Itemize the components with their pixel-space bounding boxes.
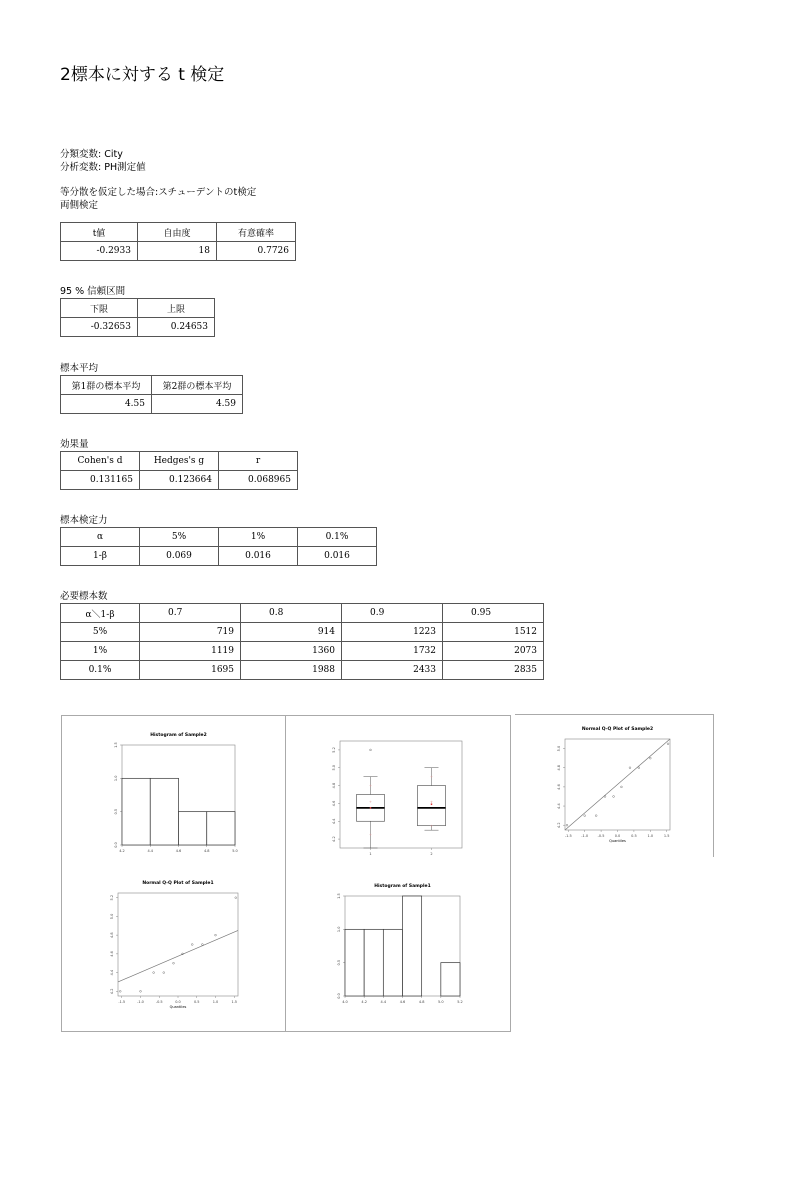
y-tick-label: 5.2 [332,747,336,753]
y-tick-label: 0.5 [114,808,118,815]
x-tick-label: 1.5 [663,834,670,838]
table-header: 0.7 [140,604,241,623]
histogram-bar [364,929,383,996]
chart-title: Histogram of Sample2 [150,733,207,738]
x-tick-label: -1.0 [581,834,589,838]
table-row [61,395,243,414]
y-tick-label: 5.0 [557,745,561,752]
qq-point [667,743,669,745]
qq-point [629,767,631,769]
histogram-bar [207,812,235,845]
ttest-table [60,222,296,261]
table-cell: 0.123664 [140,471,219,490]
method-description: 等分散を仮定した場合:スチューデントのt検定 [60,187,257,198]
qq-point [613,796,615,798]
box-body [417,786,445,826]
x-tick-label: 4.2 [361,1000,367,1004]
x-tick-label: 2 [430,852,433,856]
y-tick-label: 4.2 [110,988,114,995]
box-mean-marker [431,804,433,806]
table-cell: 2433 [342,661,443,680]
means-table [60,375,243,414]
table-row [61,661,544,680]
histogram-bar [441,963,460,996]
table-cell: 0.068965 [219,471,298,490]
x-tick-label: 5.0 [232,849,238,853]
table-header: α＼1-β [61,604,140,623]
table-row [61,471,298,490]
x-tick-label: 0.0 [175,1000,181,1004]
boxplot-chart [320,733,480,863]
x-tick-label: 4.4 [147,849,154,853]
box-outlier [370,749,372,751]
table-header-row [61,604,544,623]
x-tick-label: -0.5 [597,834,605,838]
table-cell: 4.59 [152,395,243,414]
y-tick-label: 4.6 [332,800,336,807]
table-cell: 1360 [241,642,342,661]
histogram-bar [345,929,364,996]
x-tick-label: 1.0 [647,834,654,838]
table-header: 第1群の標本平均 [61,376,152,395]
sample-size-label: 必要標本数 [60,591,108,602]
table-header: 0.9 [342,604,443,623]
table-cell: 719 [140,623,241,642]
qq-plot-sample1-chart [100,878,250,1020]
qq-point [638,767,640,769]
qq-point [235,897,237,899]
y-tick-label: 0.5 [337,959,341,966]
table-header: 有意確率 [217,223,296,242]
x-tick-label: 0.5 [631,834,637,838]
chart-title: Histogram of Sample1 [374,884,431,889]
y-tick-label: 4.8 [332,782,336,789]
qq-point [595,815,597,817]
table-cell: 1988 [241,661,342,680]
histogram-sample1-chart [325,878,475,1018]
means-label: 標本平均 [60,363,99,374]
effect-label: 効果量 [60,439,89,450]
y-tick-label: 4.6 [110,951,114,957]
effect-table [60,451,298,490]
table-row [61,318,215,337]
qq-point [215,934,217,936]
x-tick-label: 5.2 [457,1000,463,1004]
x-axis-label: Quantiles [609,839,626,843]
table-header: t値 [61,223,138,242]
table-cell: -0.2933 [61,242,138,261]
x-tick-label: 4.8 [418,1000,425,1004]
table-header: 1% [219,528,298,547]
table-header: Hedges's g [140,452,219,471]
histogram-bar [403,896,422,996]
table-cell: -0.32653 [61,318,138,337]
table-header: 0.95 [443,604,544,623]
y-tick-label: 4.4 [557,803,561,809]
table-cell: 4.55 [61,395,152,414]
x-tick-label: 4.4 [380,1000,387,1004]
y-tick-label: 5.0 [110,913,114,920]
x-tick-label: 5.0 [438,1000,444,1004]
x-tick-label: -1.5 [118,1000,126,1004]
table-cell: 0.1% [61,661,140,680]
table-header: 0.1% [298,528,377,547]
histogram-bar [383,929,402,996]
x-tick-label: 1.0 [212,1000,219,1004]
x-axis-label: Quantiles [169,1005,187,1009]
x-tick-label: 1 [369,852,372,856]
qq-point [584,815,586,817]
analysis-variable: 分析変数: PH測定値 [60,162,146,173]
table-header: α [61,528,140,547]
page-title: 2標本に対する t 検定 [60,65,225,85]
table-cell: 1-β [61,547,140,566]
histogram-bar [179,812,207,845]
x-tick-label: -1.5 [564,834,572,838]
box-mean-marker [370,807,372,809]
histogram-bar [122,778,150,845]
x-tick-label: 4.8 [203,849,210,853]
qq-point [201,944,203,946]
y-tick-label: 1.0 [337,926,341,933]
table-header: 0.8 [241,604,342,623]
table-header-row [61,376,243,395]
table-cell: 0.016 [298,547,377,566]
table-cell: 0.016 [219,547,298,566]
qq-point [119,990,121,992]
plot-frame [118,893,238,996]
y-tick-label: 1.5 [114,742,118,748]
table-header: 上限 [138,299,215,318]
x-tick-label: 4.6 [399,1000,406,1004]
qq-point [173,962,175,964]
qq-point [649,757,651,759]
qq-point [153,972,155,974]
y-tick-label: 4.4 [332,818,336,825]
power-table [60,527,377,566]
y-tick-label: 4.2 [557,822,561,828]
table-header: 第2群の標本平均 [152,376,243,395]
table-header: Cohen's d [61,452,140,471]
y-tick-label: 4.2 [332,836,336,842]
histogram-sample2-chart [100,727,250,867]
x-tick-label: 4.2 [119,849,125,853]
x-tick-label: 1.5 [231,1000,238,1004]
x-tick-label: 0.5 [193,1000,200,1004]
class-variable: 分類変数: City [60,149,123,160]
table-cell: 1119 [140,642,241,661]
sample-size-table [60,603,544,680]
table-cell: 1% [61,642,140,661]
y-tick-label: 0.0 [337,993,341,999]
qq-plot-sample2-chart [545,724,680,852]
table-cell: 2835 [443,661,544,680]
y-tick-label: 4.8 [110,932,114,938]
table-row [61,623,544,642]
y-tick-label: 1.5 [337,893,341,899]
table-cell: 0.24653 [138,318,215,337]
table-cell: 18 [138,242,217,261]
table-cell: 5% [61,623,140,642]
qq-fit-line [118,930,238,982]
y-tick-label: 4.4 [110,969,114,976]
qq-point [163,972,165,974]
x-tick-label: 0.0 [614,834,621,838]
x-tick-label: -1.0 [137,1000,144,1004]
ci-table [60,298,215,337]
histogram-bar [150,778,178,845]
table-cell: 2073 [443,642,544,661]
y-tick-label: 1.0 [114,775,118,782]
table-cell: 0.131165 [61,471,140,490]
table-cell: 914 [241,623,342,642]
table-header: 自由度 [138,223,217,242]
qq-point [566,824,568,826]
chart-title: Normal Q-Q Plot of Sample1 [142,881,214,886]
table-header: r [219,452,298,471]
table-row [61,242,296,261]
power-label: 標本検定力 [60,515,108,526]
x-tick-label: 4.6 [175,849,182,853]
x-tick-label: 4.0 [342,1000,348,1004]
y-tick-label: 5.0 [332,764,336,771]
table-cell: 1512 [443,623,544,642]
y-tick-label: 4.8 [557,764,561,771]
y-tick-label: 5.2 [110,894,114,901]
table-header-row [61,299,215,318]
qq-point [621,786,623,788]
table-cell: 1732 [342,642,443,661]
y-tick-label: 0.0 [114,842,118,848]
qq-fit-line [565,739,670,830]
chart-title: Normal Q-Q Plot of Sample2 [581,727,654,732]
table-header: 下限 [61,299,138,318]
table-cell: 1223 [342,623,443,642]
ci-label: 95 % 信頼区間 [60,286,126,297]
table-header-row [61,223,296,242]
table-cell: 0.069 [140,547,219,566]
table-cell: 1695 [140,661,241,680]
table-cell: 0.7726 [217,242,296,261]
table-row [61,642,544,661]
qq-point [604,796,606,798]
table-header: 5% [140,528,219,547]
test-type: 両側検定 [60,200,99,211]
qq-point [191,944,193,946]
table-row [61,547,377,566]
table-header-row [61,528,377,547]
y-tick-label: 4.6 [557,784,561,790]
qq-point [140,990,142,992]
x-tick-label: -0.5 [155,1000,163,1004]
table-header-row [61,452,298,471]
